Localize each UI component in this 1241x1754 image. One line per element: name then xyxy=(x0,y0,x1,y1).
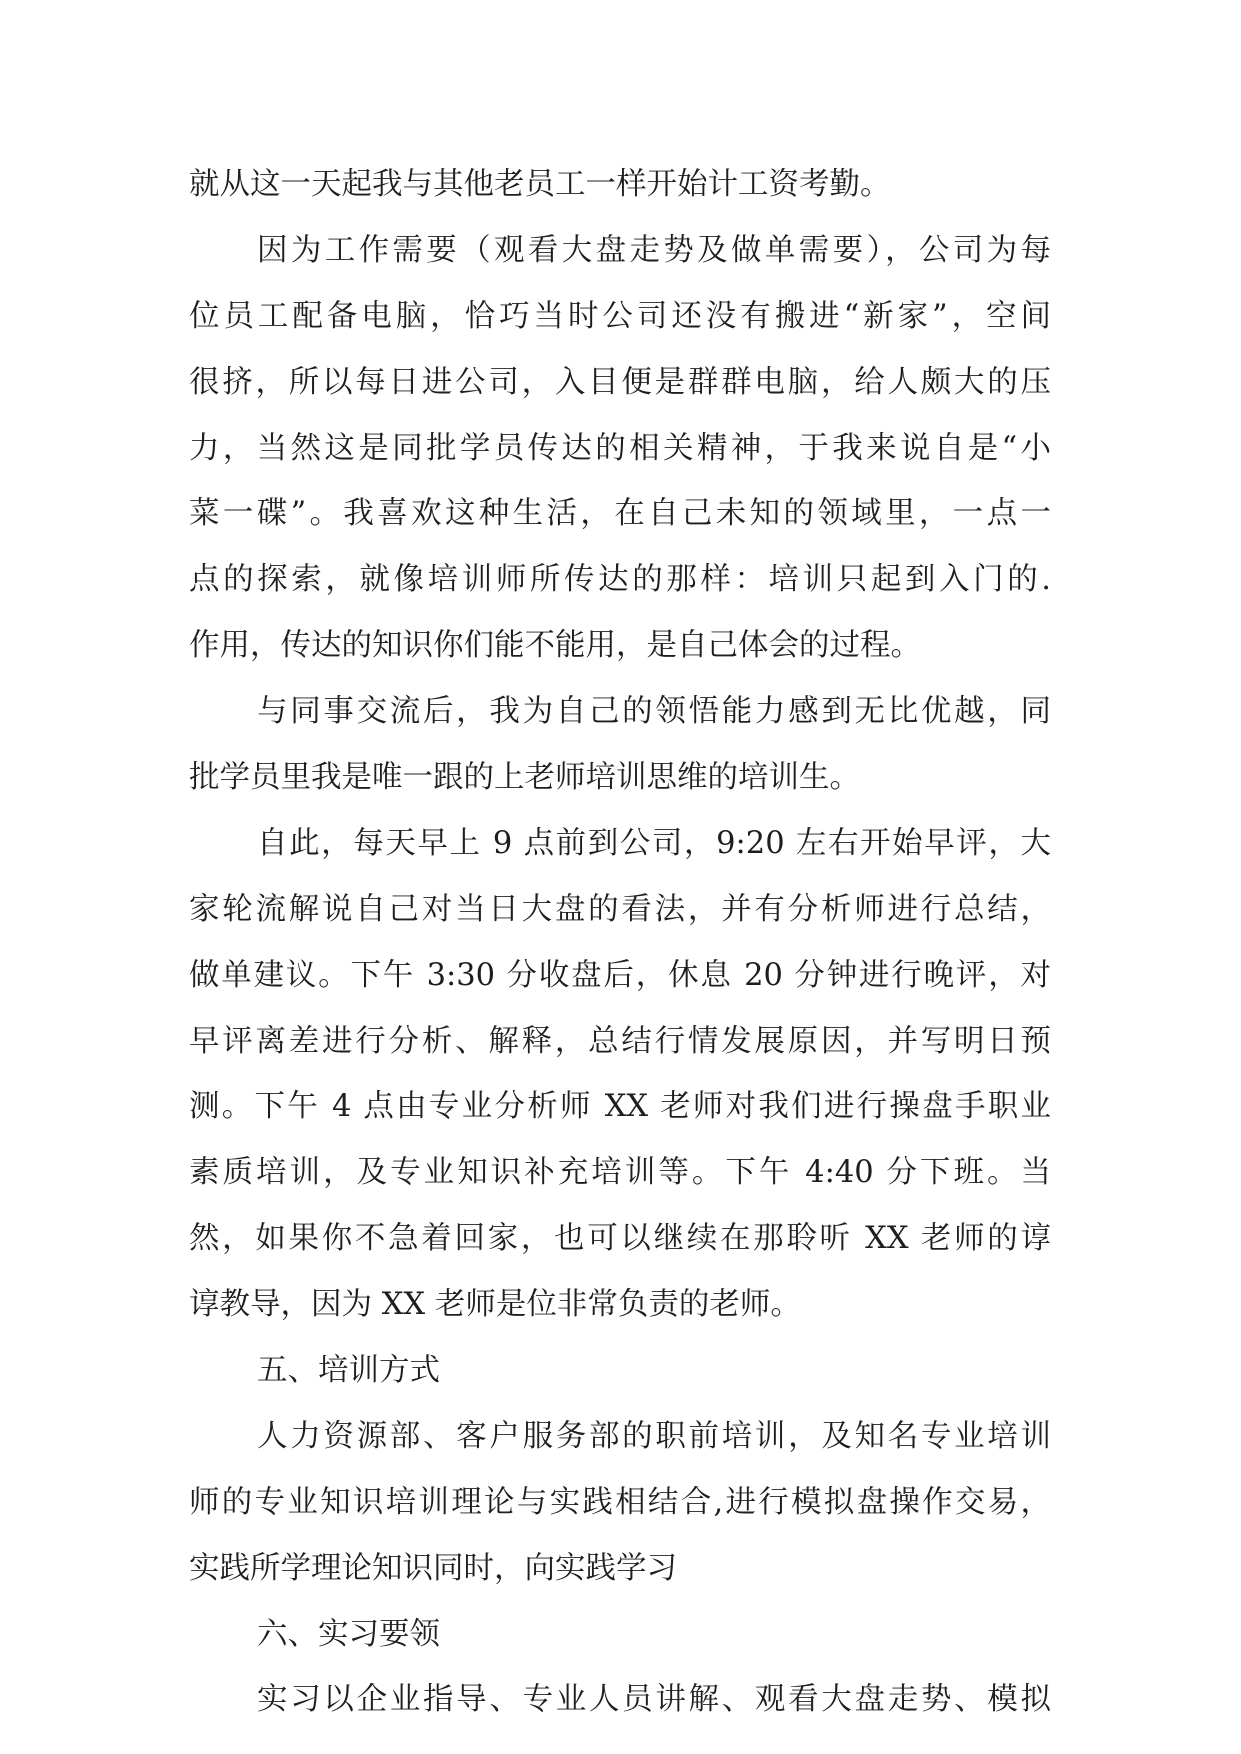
text-line: 家轮流解说自己对当日大盘的看法，并有分析师进行总结， xyxy=(189,891,1051,927)
document-body xyxy=(189,152,1051,1733)
text-line: 师的专业知识培训理论与实践相结合,进行模拟盘操作交易， xyxy=(189,1484,1051,1520)
paragraph xyxy=(189,1667,1051,1733)
text-line: 点的探索，就像培训师所传达的那样：培训只起到入门的. xyxy=(189,562,1051,598)
text-line: 谆教导，因为 XX 老师是位非常负责的老师。 xyxy=(189,1287,801,1323)
paragraph xyxy=(189,152,1051,218)
text-line: 早评离差进行分析、解释，总结行情发展原因，并写明日预 xyxy=(189,1023,1051,1059)
text-line: 很挤，所以每日进公司，入目便是群群电脑，给人颇大的压 xyxy=(189,364,1051,400)
text-line: 自此，每天早上 9 点前到公司，9:20 左右开始早评，大 xyxy=(257,825,1051,861)
paragraph xyxy=(189,1338,1051,1404)
text-line: 力，当然这是同批学员传达的相关精神，于我来说自是“小 xyxy=(189,430,1051,466)
text-line: 实践所学理论知识同时，向实践学习 xyxy=(189,1550,677,1586)
text-line: 菜一碟”。我喜欢这种生活，在自己未知的领域里，一点一 xyxy=(189,496,1051,532)
paragraph xyxy=(189,218,1051,679)
paragraph xyxy=(189,1602,1051,1668)
text-line: 与同事交流后，我为自己的领悟能力感到无比优越，同 xyxy=(257,694,1051,730)
paragraph xyxy=(189,1404,1051,1602)
text-line: 然，如果你不急着回家，也可以继续在那聆听 XX 老师的谆 xyxy=(189,1221,1051,1257)
text-line: 测。下午 4 点由专业分析师 XX 老师对我们进行操盘手职业 xyxy=(189,1089,1051,1125)
paragraph xyxy=(189,679,1051,811)
text-line: 位员工配备电脑，恰巧当时公司还没有搬进“新家”，空间 xyxy=(189,298,1051,334)
text-line: 素质培训，及专业知识补充培训等。下午 4:40 分下班。当 xyxy=(189,1155,1051,1191)
text-line: 五、培训方式 xyxy=(257,1353,440,1389)
text-line: 人力资源部、客户服务部的职前培训，及知名专业培训 xyxy=(257,1418,1051,1454)
text-line: 作用，传达的知识你们能不能用，是自己体会的过程。 xyxy=(189,628,921,664)
text-line: 就从这一天起我与其他老员工一样开始计工资考勤。 xyxy=(189,167,891,202)
text-line: 六、实习要领 xyxy=(257,1616,440,1652)
text-line: 因为工作需要（观看大盘走势及做单需要），公司为每 xyxy=(257,232,1051,268)
text-line: 做单建议。下午 3:30 分收盘后，休息 20 分钟进行晚评，对 xyxy=(189,957,1051,993)
text-line: 批学员里我是唯一跟的上老师培训思维的培训生。 xyxy=(189,760,860,796)
text-line: 实习以企业指导、专业人员讲解、观看大盘走势、模拟 xyxy=(257,1682,1051,1718)
paragraph xyxy=(189,811,1051,1338)
